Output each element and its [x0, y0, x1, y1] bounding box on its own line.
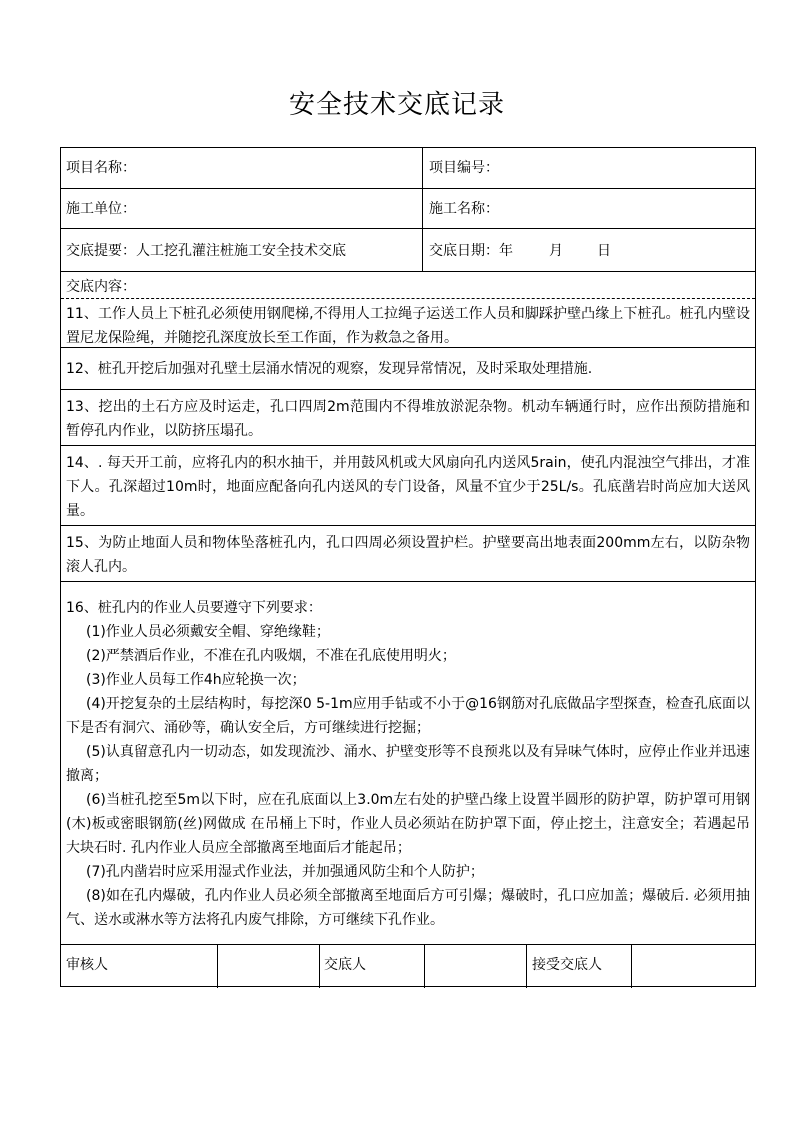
item-16-intro: 16、桩孔内的作业人员要遵守下列要求：	[66, 600, 322, 616]
date-day: 日	[597, 243, 611, 259]
discloser-label: 交底人	[324, 957, 366, 973]
item-11: 11、工作人员上下桩孔必须使用钢爬梯,不得用人工拉绳子运送工作人员和脚踩护壁凸缘上下桩孔。桩孔内壁设置尼龙保险绳，并随挖孔深度放长至工作面，作为救急之备用。	[66, 306, 750, 346]
document-title: 安全技术交底记录	[288, 90, 505, 120]
summary-label: 交底提要：	[66, 243, 136, 259]
date-year: 年	[499, 243, 513, 259]
row-divider	[61, 445, 755, 446]
column-divider	[319, 944, 320, 988]
item-14: 14、. 每天开工前，应将孔内的积水抽干，并用鼓风机或大风扇向孔内送风5rain，使孔内混浊空气排出，才准下人。孔深超过10m时，地面应配备向孔内送风的专门设备，风量不宜少于25L/s。孔底凿岩时尚应加大送风量。	[66, 455, 750, 519]
project-name-label: 项目名称：	[66, 160, 136, 176]
row-divider	[61, 581, 755, 582]
dashed-divider	[61, 298, 755, 299]
date-month: 月	[549, 243, 563, 259]
receiver-label: 接受交底人	[532, 957, 602, 973]
row-divider	[61, 389, 755, 390]
row-divider	[61, 525, 755, 526]
row-divider	[61, 347, 755, 348]
item-12: 12、桩孔开挖后加强对孔壁土层涌水情况的观察，发现异常情况，及时采取处理措施.	[66, 361, 593, 377]
content-label: 交底内容：	[66, 279, 136, 295]
row-divider	[61, 944, 755, 945]
item-16-sub-1: (1)作业人员必须戴安全帽、穿绝缘鞋；	[86, 624, 330, 640]
disclosure-form-table	[60, 147, 756, 987]
item-16-sub-3: (3)作业人员每工作4h应轮换一次；	[86, 672, 306, 688]
summary-value: 人工挖孔灌注桩施工安全技术交底	[136, 243, 346, 259]
item-16-sub-4: (4)开挖复杂的土层结构时，每挖深0 5-1m应用手钻或不小于@16钢筋对孔底做品字型探查，检查孔底面以下是否有洞穴、涌砂等，确认安全后，方可继续进行挖掘；	[66, 696, 750, 736]
project-no-label: 项目编号：	[429, 160, 499, 176]
construction-unit-label: 施工单位：	[66, 201, 136, 217]
date-label: 交底日期：	[429, 243, 499, 259]
disclosure-date-field	[429, 241, 611, 261]
item-15: 15、为防止地面人员和物体坠落桩孔内，孔口四周必须设置护栏。护壁要高出地表面200mm左右，以防杂物滚人孔内。	[66, 535, 750, 575]
column-divider	[217, 944, 218, 988]
item-16-sub-2: (2)严禁酒后作业，不准在孔内吸烟，不准在孔底使用明火；	[86, 648, 456, 664]
item-16	[66, 596, 750, 932]
column-divider	[526, 944, 527, 988]
column-divider	[631, 944, 632, 988]
construction-name-label: 施工名称：	[429, 201, 499, 217]
column-divider	[422, 148, 423, 271]
row-divider	[61, 188, 755, 189]
row-divider	[61, 271, 755, 272]
reviewer-label: 审核人	[66, 957, 108, 973]
item-16-sub-8: (8)如在孔内爆破，孔内作业人员必须全部撤离至地面后方可引爆；爆破时，孔口应加盖；爆破后. 必须用抽气、送水或淋水等方法将孔内废气排除，方可继续下孔作业。	[66, 888, 750, 928]
column-divider	[424, 944, 425, 988]
item-16-sub-5: (5)认真留意孔内一切动态，如发现流沙、涌水、护壁变形等不良预兆以及有异味气体时，应停止作业并迅速撤离；	[66, 744, 750, 784]
item-16-sub-7: (7)孔内凿岩时应采用湿式作业法，并加强通风防尘和个人防护；	[86, 864, 484, 880]
row-divider	[61, 228, 755, 229]
summary-field	[66, 241, 346, 261]
item-13: 13、挖出的土石方应及时运走，孔口四周2m范围内不得堆放淤泥杂物。机动车辆通行时，应作出预防措施和暂停孔内作业，以防挤压塌孔。	[66, 399, 750, 439]
item-16-sub-6: (6)当桩孔挖至5m以下时，应在孔底面以上3.0m左右处的护壁凸缘上设置半圆形的防护罩，防护罩可用钢(木)板或密眼钢筋(丝)网做成 在吊桶上下时，作业人员必须站在防护罩下面，停止挖土，注意安全；若遇起吊大块石时. 孔内作业人员应全部撤离至地面后才能起吊；	[66, 792, 750, 856]
